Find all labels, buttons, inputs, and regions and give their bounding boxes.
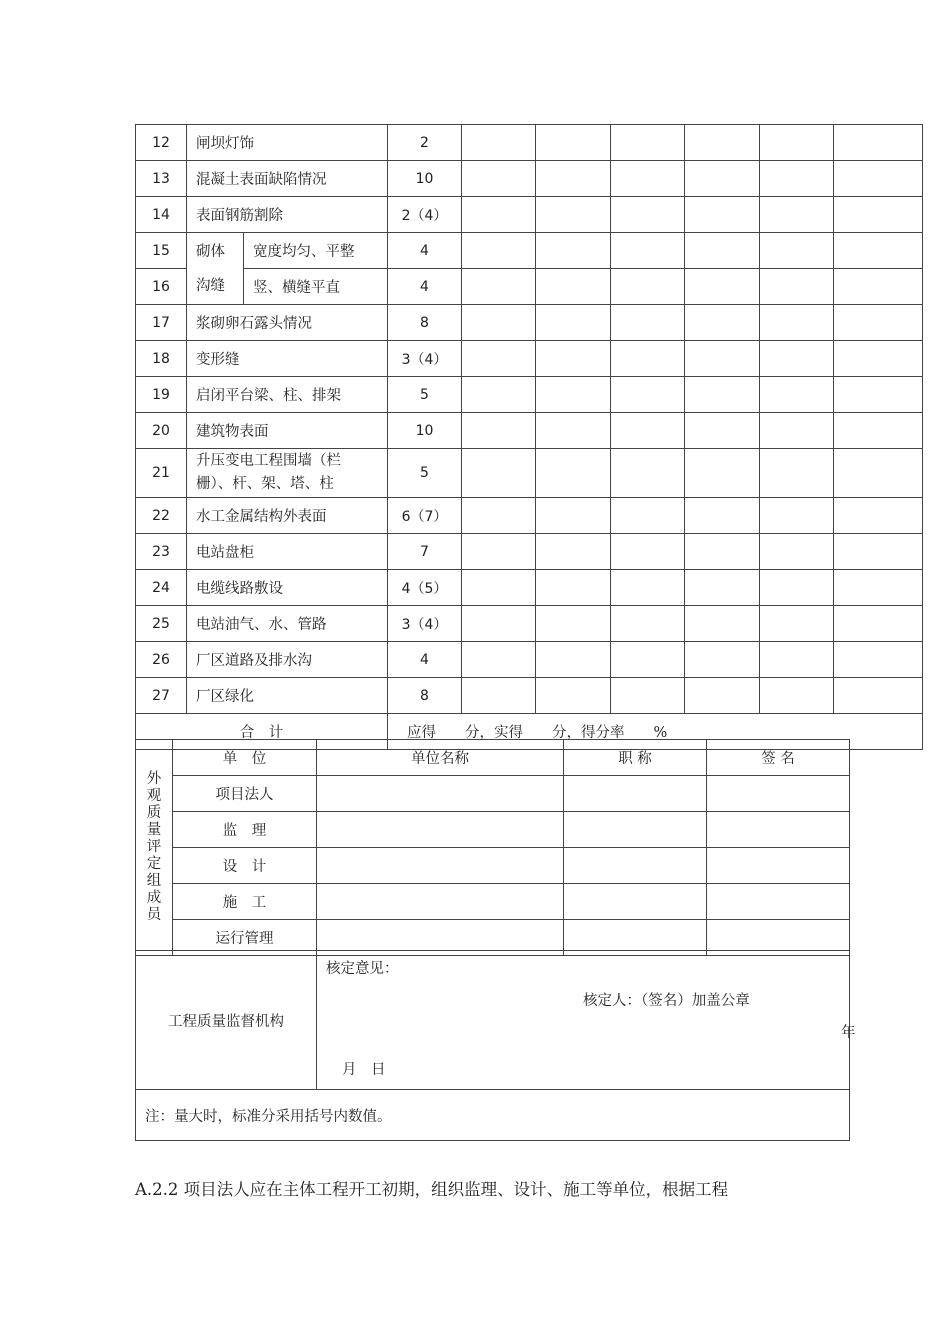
approver-label: 核定人：（签名）加盖公章 [583, 993, 750, 1009]
score-input-cell[interactable] [611, 377, 685, 413]
supervision-table [135, 950, 856, 1141]
score-input-cell[interactable] [536, 161, 611, 197]
item-number: 16 [136, 269, 187, 305]
item-standard-score: 4 [388, 269, 462, 305]
score-input-cell[interactable] [536, 413, 611, 449]
score-input-cell[interactable] [536, 642, 611, 678]
score-input-cell[interactable] [685, 341, 760, 377]
score-input-cell[interactable] [685, 642, 760, 678]
item-row [136, 413, 923, 449]
score-input-cell[interactable] [760, 449, 834, 498]
item-standard-score: 10 [388, 161, 462, 197]
item-name: 闸坝灯饰 [187, 125, 388, 161]
note-row [136, 1090, 850, 1141]
item-row [136, 341, 923, 377]
committee-unit: 设 计 [173, 848, 317, 884]
item-standard-score: 4（5） [388, 570, 462, 606]
score-input-cell[interactable] [462, 377, 536, 413]
side-label-char: 量 [146, 822, 162, 838]
score-input-cell[interactable] [834, 161, 923, 197]
item-standard-score: 4 [388, 233, 462, 269]
score-input-cell[interactable] [536, 125, 611, 161]
item-standard-score: 2（4） [388, 197, 462, 233]
score-input-cell[interactable] [536, 534, 611, 570]
score-input-cell[interactable] [760, 377, 834, 413]
item-standard-score: 8 [388, 678, 462, 714]
score-input-cell[interactable] [834, 125, 923, 161]
score-input-cell[interactable] [536, 341, 611, 377]
score-input-cell[interactable] [760, 161, 834, 197]
score-input-cell[interactable] [462, 678, 536, 714]
item-row [136, 498, 923, 534]
score-input-cell[interactable] [611, 534, 685, 570]
score-input-cell[interactable] [536, 449, 611, 498]
committee-side-label [136, 740, 173, 956]
item-name: 电站油气、水、管路 [187, 606, 388, 642]
score-input-cell[interactable] [834, 570, 923, 606]
item-number: 27 [136, 678, 187, 714]
score-input-cell[interactable] [834, 377, 923, 413]
committee-row [136, 884, 850, 920]
score-input-cell[interactable] [536, 570, 611, 606]
item-row [136, 606, 923, 642]
unit-name-cell[interactable] [317, 776, 564, 812]
item-name-line: 升压变电工程围墙（栏 [196, 453, 341, 469]
score-input-cell[interactable] [611, 197, 685, 233]
score-input-cell[interactable] [685, 305, 760, 341]
score-input-cell[interactable] [462, 269, 536, 305]
committee-unit: 监 理 [173, 812, 317, 848]
score-input-cell[interactable] [462, 498, 536, 534]
score-input-cell[interactable] [834, 678, 923, 714]
item-row [136, 197, 923, 233]
score-input-cell[interactable] [611, 161, 685, 197]
item-standard-score: 5 [388, 449, 462, 498]
header-title: 职 称 [564, 740, 707, 776]
score-input-cell[interactable] [834, 642, 923, 678]
item-name: 建筑物表面 [187, 413, 388, 449]
item-name: 启闭平台梁、柱、排架 [187, 377, 388, 413]
header-sign: 签 名 [707, 740, 850, 776]
side-label-char: 评 [146, 839, 162, 855]
sign-cell[interactable] [707, 776, 850, 812]
sign-cell[interactable] [707, 812, 850, 848]
score-input-cell[interactable] [685, 413, 760, 449]
score-table [135, 124, 923, 750]
score-input-cell[interactable] [685, 269, 760, 305]
score-input-cell[interactable] [536, 305, 611, 341]
score-input-cell[interactable] [685, 449, 760, 498]
item-name: 水工金属结构外表面 [187, 498, 388, 534]
item-row [136, 233, 923, 269]
title-cell[interactable] [564, 812, 707, 848]
item-row [136, 305, 923, 341]
side-label-char: 观 [146, 788, 162, 804]
item-number: 23 [136, 534, 187, 570]
score-input-cell[interactable] [462, 305, 536, 341]
header-unit: 单 位 [173, 740, 317, 776]
item-name: 变形缝 [187, 341, 388, 377]
score-input-cell[interactable] [536, 233, 611, 269]
score-input-cell[interactable] [536, 269, 611, 305]
score-input-cell[interactable] [611, 305, 685, 341]
item-standard-score: 6（7） [388, 498, 462, 534]
score-input-cell[interactable] [536, 498, 611, 534]
title-cell[interactable] [564, 848, 707, 884]
item-row [136, 161, 923, 197]
score-input-cell[interactable] [834, 449, 923, 498]
item-name: 厂区道路及排水沟 [187, 642, 388, 678]
score-input-cell[interactable] [760, 642, 834, 678]
score-input-cell[interactable] [760, 678, 834, 714]
item-number: 18 [136, 341, 187, 377]
score-input-cell[interactable] [760, 413, 834, 449]
sign-cell[interactable] [707, 884, 850, 920]
opinion-label: 核定意见： [326, 961, 399, 977]
item-number: 12 [136, 125, 187, 161]
item-group [187, 233, 244, 305]
item-number: 19 [136, 377, 187, 413]
supervision-row [136, 951, 850, 1090]
item-number: 25 [136, 606, 187, 642]
body-paragraph: A.2.2 项目法人应在主体工程开工初期，组织监理、设计、施工等单位，根据工程 [135, 1180, 729, 1199]
score-input-cell[interactable] [536, 678, 611, 714]
committee-unit: 运行管理 [173, 920, 317, 956]
score-input-cell[interactable] [611, 642, 685, 678]
item-number: 26 [136, 642, 187, 678]
score-input-cell[interactable] [685, 377, 760, 413]
score-input-cell[interactable] [462, 341, 536, 377]
score-input-cell[interactable] [760, 570, 834, 606]
unit-name-cell[interactable] [317, 848, 564, 884]
item-standard-score: 10 [388, 413, 462, 449]
score-input-cell[interactable] [462, 233, 536, 269]
score-input-cell[interactable] [834, 534, 923, 570]
score-input-cell[interactable] [462, 570, 536, 606]
supervision-label: 工程质量监督机构 [136, 951, 317, 1090]
item-number: 13 [136, 161, 187, 197]
item-number: 24 [136, 570, 187, 606]
score-input-cell[interactable] [685, 534, 760, 570]
item-name: 电缆线路敷设 [187, 570, 388, 606]
score-input-cell[interactable] [611, 449, 685, 498]
item-standard-score: 8 [388, 305, 462, 341]
item-row [136, 269, 923, 305]
score-input-cell[interactable] [611, 269, 685, 305]
item-name: 混凝土表面缺陷情况 [187, 161, 388, 197]
score-input-cell[interactable] [611, 125, 685, 161]
score-input-cell[interactable] [611, 413, 685, 449]
opinion-cell[interactable] [317, 951, 856, 1090]
item-standard-score: 3（4） [388, 606, 462, 642]
item-standard-score: 4 [388, 642, 462, 678]
item-row [136, 678, 923, 714]
year-label: 年 [841, 1025, 856, 1041]
item-row [136, 125, 923, 161]
score-input-cell[interactable] [611, 678, 685, 714]
score-input-cell[interactable] [685, 678, 760, 714]
score-input-cell[interactable] [462, 161, 536, 197]
score-input-cell[interactable] [685, 125, 760, 161]
item-row [136, 642, 923, 678]
item-row [136, 449, 923, 498]
item-group-line: 砌体 [196, 243, 225, 260]
item-standard-score: 7 [388, 534, 462, 570]
item-number: 22 [136, 498, 187, 534]
title-cell[interactable] [564, 884, 707, 920]
committee-unit: 项目法人 [173, 776, 317, 812]
score-input-cell[interactable] [760, 498, 834, 534]
score-input-cell[interactable] [760, 534, 834, 570]
item-number: 17 [136, 305, 187, 341]
side-label-char: 定 [146, 856, 162, 872]
score-input-cell[interactable] [685, 498, 760, 534]
side-label-char: 外 [146, 771, 162, 787]
score-input-cell[interactable] [760, 233, 834, 269]
item-standard-score: 2 [388, 125, 462, 161]
item-group-line: 沟缝 [196, 277, 225, 294]
score-input-cell[interactable] [611, 498, 685, 534]
score-input-cell[interactable] [611, 570, 685, 606]
committee-unit: 施 工 [173, 884, 317, 920]
committee-header-row [136, 740, 850, 776]
item-number: 14 [136, 197, 187, 233]
score-input-cell[interactable] [834, 606, 923, 642]
score-input-cell[interactable] [685, 606, 760, 642]
side-label-char: 成 [146, 890, 162, 906]
score-input-cell[interactable] [760, 125, 834, 161]
item-name: 电站盘柜 [187, 534, 388, 570]
title-cell[interactable] [564, 776, 707, 812]
score-input-cell[interactable] [685, 161, 760, 197]
item-standard-score: 3（4） [388, 341, 462, 377]
score-input-cell[interactable] [611, 341, 685, 377]
unit-name-cell[interactable] [317, 884, 564, 920]
score-input-cell[interactable] [760, 269, 834, 305]
item-row [136, 377, 923, 413]
side-label-char: 质 [146, 805, 162, 821]
score-input-cell[interactable] [611, 606, 685, 642]
score-input-cell[interactable] [536, 197, 611, 233]
score-input-cell[interactable] [834, 233, 923, 269]
score-input-cell[interactable] [462, 449, 536, 498]
note-text: 注：量大时，标准分采用括号内数值。 [136, 1090, 850, 1141]
item-row [136, 534, 923, 570]
score-input-cell[interactable] [760, 305, 834, 341]
item-row [136, 570, 923, 606]
month-day-label: 月 日 [342, 1062, 386, 1078]
committee-row [136, 776, 850, 812]
score-input-cell[interactable] [760, 197, 834, 233]
committee-row [136, 812, 850, 848]
score-input-cell[interactable] [536, 377, 611, 413]
item-number: 21 [136, 449, 187, 498]
score-input-cell[interactable] [462, 534, 536, 570]
header-unit-name: 单位名称 [317, 740, 564, 776]
score-input-cell[interactable] [834, 305, 923, 341]
score-input-cell[interactable] [685, 197, 760, 233]
item-name [187, 449, 388, 498]
score-input-cell[interactable] [462, 642, 536, 678]
unit-name-cell[interactable] [317, 812, 564, 848]
score-input-cell[interactable] [834, 269, 923, 305]
score-input-cell[interactable] [685, 570, 760, 606]
committee-table [135, 739, 850, 956]
score-input-cell[interactable] [462, 413, 536, 449]
score-input-cell[interactable] [462, 197, 536, 233]
score-input-cell[interactable] [834, 341, 923, 377]
score-input-cell[interactable] [760, 606, 834, 642]
score-input-cell[interactable] [462, 606, 536, 642]
score-input-cell[interactable] [462, 125, 536, 161]
item-number: 20 [136, 413, 187, 449]
item-standard-score: 5 [388, 377, 462, 413]
item-name-line: 栅）、杆、架、塔、柱 [196, 476, 334, 492]
item-number: 15 [136, 233, 187, 269]
item-name: 竖、横缝平直 [244, 269, 388, 305]
committee-row [136, 848, 850, 884]
score-input-cell[interactable] [536, 606, 611, 642]
item-name: 厂区绿化 [187, 678, 388, 714]
score-input-cell[interactable] [611, 233, 685, 269]
item-name: 宽度均匀、平整 [244, 233, 388, 269]
score-input-cell[interactable] [834, 413, 923, 449]
item-name: 表面钢筋割除 [187, 197, 388, 233]
score-input-cell[interactable] [834, 498, 923, 534]
side-label-char: 员 [146, 907, 162, 923]
score-input-cell[interactable] [760, 341, 834, 377]
side-label-char: 组 [146, 873, 162, 889]
total-label: 合 计 [136, 714, 388, 750]
score-input-cell[interactable] [834, 197, 923, 233]
total-text: 应得 分，实得 分，得分率 % [388, 714, 923, 750]
sign-cell[interactable] [707, 848, 850, 884]
score-input-cell[interactable] [685, 233, 760, 269]
item-name: 浆砌卵石露头情况 [187, 305, 388, 341]
